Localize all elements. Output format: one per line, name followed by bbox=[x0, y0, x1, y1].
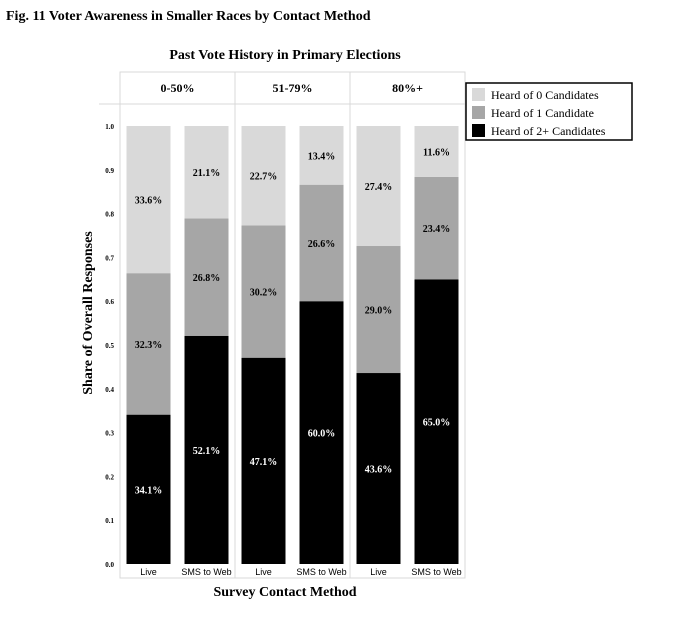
bar-value-label: 34.1% bbox=[134, 485, 163, 497]
y-tick-label: 0.7 bbox=[105, 254, 114, 263]
legend-swatch bbox=[472, 106, 485, 119]
bar-value-label: 13.4% bbox=[307, 151, 336, 163]
bar-value-label: 26.6% bbox=[307, 238, 336, 250]
bar-value-label: 21.1% bbox=[192, 168, 221, 180]
figure-title: Fig. 11 Voter Awareness in Smaller Races by Contact Method bbox=[6, 9, 371, 24]
y-tick-label: 0.9 bbox=[105, 166, 114, 175]
y-tick-label: 0.6 bbox=[105, 298, 114, 307]
y-tick-label: 0.8 bbox=[105, 210, 114, 219]
bar-value-label: 65.0% bbox=[422, 417, 451, 429]
group-label: 51-79% bbox=[272, 81, 313, 95]
x-tick-label: SMS to Web bbox=[181, 567, 232, 577]
bar-value-label: 29.0% bbox=[364, 305, 393, 317]
x-tick-label: Live bbox=[370, 567, 387, 577]
legend bbox=[466, 83, 632, 140]
bar-value-label: 32.3% bbox=[134, 339, 163, 351]
plot-frame bbox=[120, 72, 465, 578]
bar-value-label: 27.4% bbox=[364, 182, 393, 194]
x-tick-label: Live bbox=[255, 567, 272, 577]
chart-title: Past Vote History in Primary Elections bbox=[169, 48, 401, 63]
x-axis-label: Survey Contact Method bbox=[213, 585, 357, 600]
y-tick-label: 0.2 bbox=[105, 473, 114, 482]
bar-value-label: 22.7% bbox=[249, 171, 278, 183]
legend-swatch bbox=[472, 88, 485, 101]
bar-value-label: 23.4% bbox=[422, 224, 451, 236]
bar-value-label: 60.0% bbox=[307, 428, 336, 440]
bar-value-label: 33.6% bbox=[134, 195, 163, 207]
y-tick-label: 1.0 bbox=[105, 123, 114, 131]
legend-swatch bbox=[472, 124, 485, 137]
y-tick-label: 0.5 bbox=[105, 342, 114, 350]
y-tick-label: 0.3 bbox=[105, 429, 114, 438]
bar-value-label: 30.2% bbox=[249, 287, 278, 299]
legend-entry: Heard of 2+ Candidates bbox=[491, 124, 606, 138]
legend-entry: Heard of 0 Candidates bbox=[491, 88, 599, 102]
y-tick-label: 0.1 bbox=[105, 517, 114, 526]
group-label: 80%+ bbox=[392, 81, 423, 95]
bar-value-label: 26.8% bbox=[192, 273, 221, 285]
y-axis-label: Share of Overall Responses bbox=[81, 231, 96, 395]
x-tick-label: SMS to Web bbox=[296, 567, 347, 577]
bar-value-label: 43.6% bbox=[364, 464, 393, 476]
y-tick-label: 0.4 bbox=[105, 385, 114, 394]
legend-entry: Heard of 1 Candidate bbox=[491, 106, 594, 120]
bar-value-label: 47.1% bbox=[249, 456, 278, 468]
y-tick-label: 0.0 bbox=[105, 561, 114, 569]
x-tick-label: SMS to Web bbox=[411, 567, 462, 577]
bar-value-label: 52.1% bbox=[192, 445, 221, 457]
x-tick-label: Live bbox=[140, 567, 157, 577]
bar-value-label: 11.6% bbox=[423, 147, 450, 159]
group-label: 0-50% bbox=[160, 81, 195, 95]
